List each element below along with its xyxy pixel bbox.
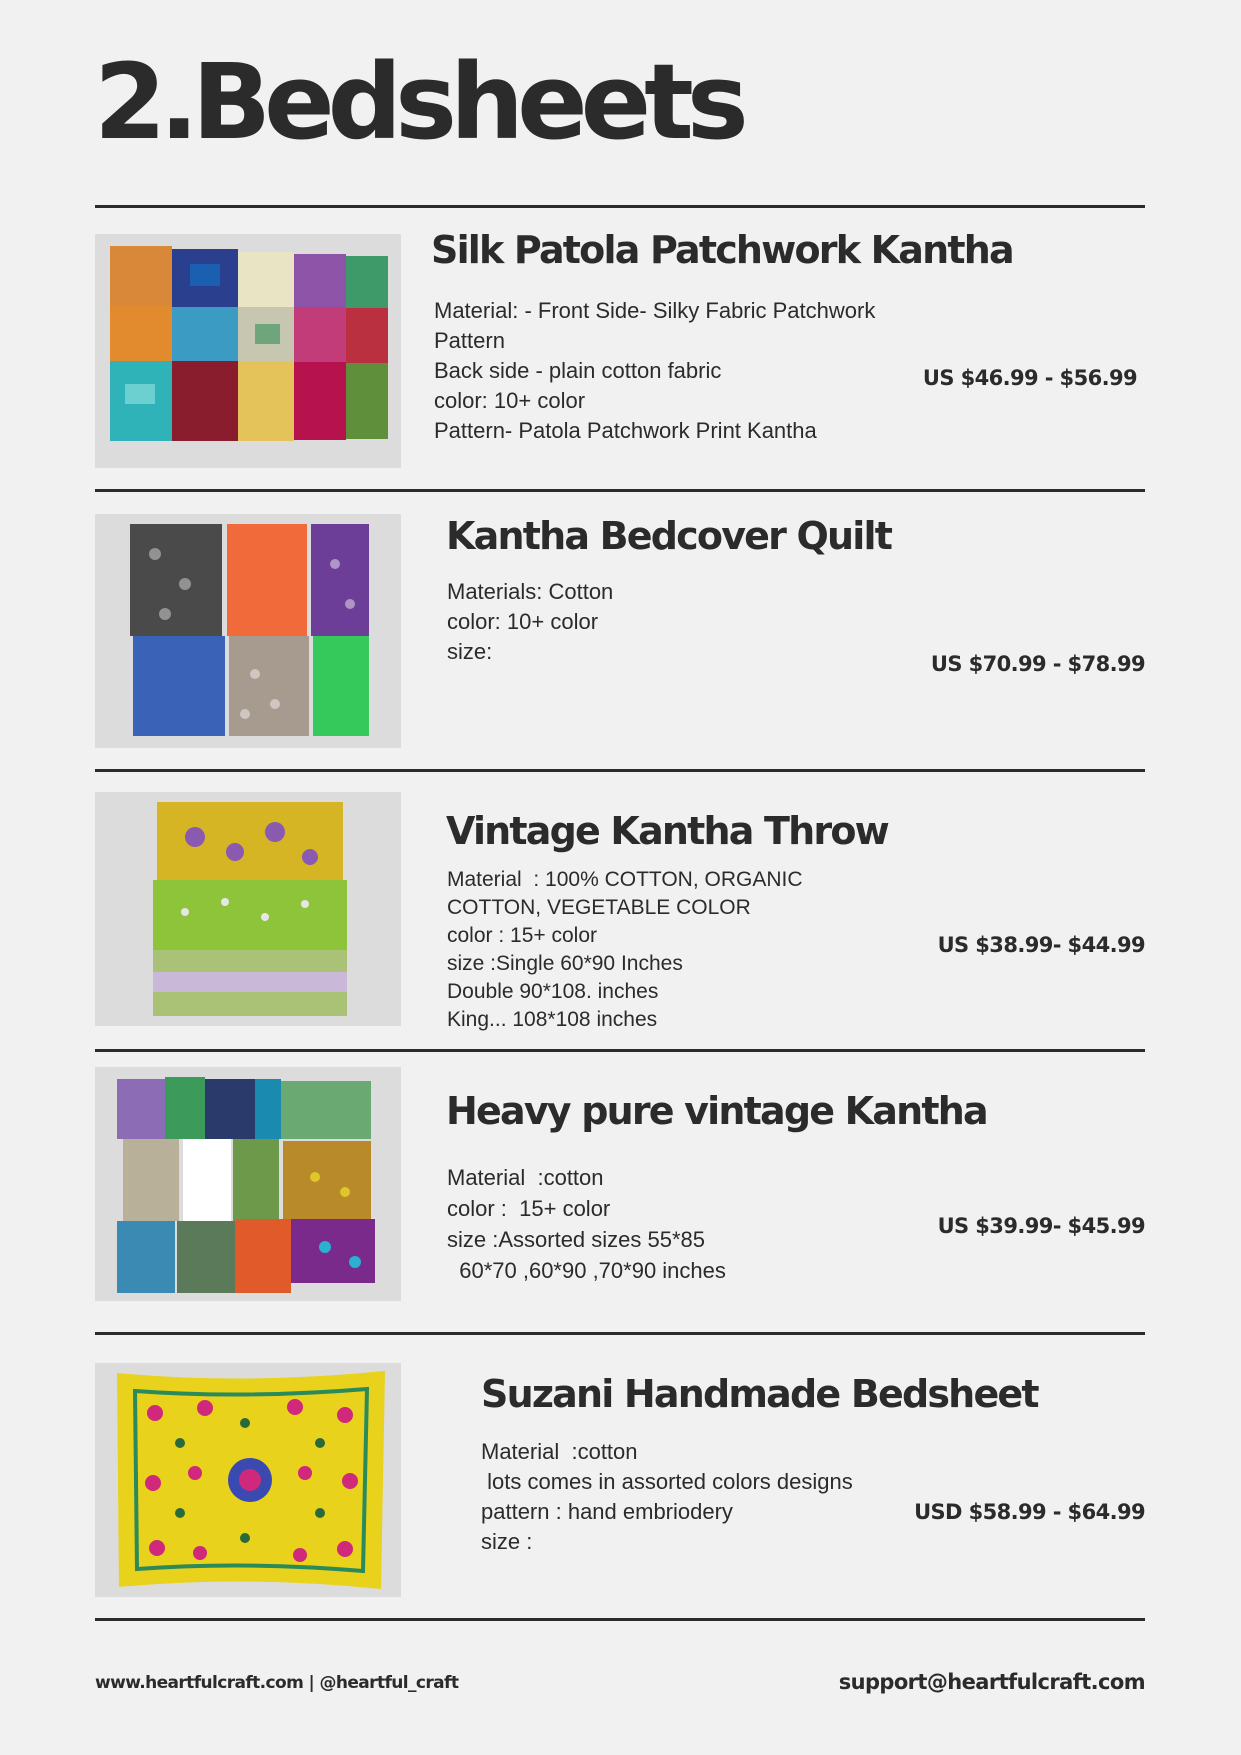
product-details bbox=[434, 296, 875, 446]
detail-line: color : 15+ color bbox=[447, 1196, 611, 1221]
detail-line: size : bbox=[481, 1529, 533, 1554]
detail-line: size: bbox=[447, 639, 493, 664]
detail-line: Material: - Front Side- Silky Fabric Patchwork bbox=[434, 298, 876, 323]
vintage-throw-photo bbox=[95, 792, 401, 1026]
page-title: 2.Bedsheets bbox=[94, 41, 742, 163]
detail-line: color : 15+ color bbox=[447, 924, 597, 947]
detail-line: Double 90*108. inches bbox=[447, 980, 659, 1003]
divider bbox=[95, 205, 1145, 208]
price: USD $58.99 - $64.99 bbox=[914, 1500, 1145, 1524]
detail-line: pattern : hand embriodery bbox=[481, 1499, 733, 1524]
detail-line: 60*70 ,60*90 ,70*90 inches bbox=[447, 1258, 726, 1283]
patchwork-quilt-stack-photo bbox=[95, 234, 401, 468]
detail-line: size :Single 60*90 Inches bbox=[447, 952, 683, 975]
price: US $39.99- $45.99 bbox=[937, 1214, 1145, 1238]
price: US $46.99 - $56.99 bbox=[922, 366, 1137, 390]
detail-line: color: 10+ color bbox=[434, 388, 586, 413]
detail-line: Pattern bbox=[434, 328, 505, 353]
divider bbox=[95, 1049, 1145, 1052]
assorted-kantha-image bbox=[95, 1067, 401, 1301]
detail-line: COTTON, VEGETABLE COLOR bbox=[447, 896, 751, 919]
product-title: Kantha Bedcover Quilt bbox=[446, 514, 892, 558]
detail-line: Material :cotton bbox=[447, 1165, 604, 1190]
printed-quilt-image bbox=[95, 514, 401, 748]
price: US $70.99 - $78.99 bbox=[930, 652, 1145, 676]
product-details bbox=[447, 577, 613, 667]
detail-line: size :Assorted sizes 55*85 bbox=[447, 1227, 706, 1252]
vintage-throw-image bbox=[95, 792, 401, 1026]
suzani-embroidery-image bbox=[95, 1363, 401, 1597]
product-title: Heavy pure vintage Kantha bbox=[446, 1089, 987, 1133]
detail-line: Pattern- Patola Patchwork Print Kantha bbox=[434, 418, 817, 443]
product-details bbox=[447, 866, 803, 1034]
detail-line: King... 108*108 inches bbox=[447, 1008, 658, 1031]
divider bbox=[95, 769, 1145, 772]
detail-line: Materials: Cotton bbox=[447, 579, 614, 604]
patchwork-quilt-image bbox=[95, 234, 401, 468]
suzani-embroidery-photo bbox=[95, 1363, 401, 1597]
product-title: Silk Patola Patchwork Kantha bbox=[431, 228, 1013, 272]
product-details bbox=[481, 1437, 853, 1557]
detail-line: color: 10+ color bbox=[447, 609, 599, 634]
detail-line: Material : 100% COTTON, ORGANIC bbox=[447, 868, 803, 891]
price: US $38.99- $44.99 bbox=[937, 933, 1145, 957]
detail-line: lots comes in assorted colors designs bbox=[481, 1469, 853, 1494]
product-title: Suzani Handmade Bedsheet bbox=[481, 1372, 1038, 1416]
website-social-link[interactable]: www.heartfulcraft.com | @heartful_craft bbox=[95, 1673, 459, 1693]
support-email-link[interactable]: support@heartfulcraft.com bbox=[838, 1670, 1145, 1694]
detail-line: Back side - plain cotton fabric bbox=[434, 358, 722, 383]
product-title: Vintage Kantha Throw bbox=[446, 809, 888, 853]
printed-quilt-stack-photo bbox=[95, 514, 401, 748]
assorted-kantha-stack-photo bbox=[95, 1067, 401, 1301]
detail-line: Material :cotton bbox=[481, 1439, 638, 1464]
divider bbox=[95, 1618, 1145, 1621]
divider bbox=[95, 489, 1145, 492]
product-details bbox=[447, 1162, 726, 1286]
divider bbox=[95, 1332, 1145, 1335]
